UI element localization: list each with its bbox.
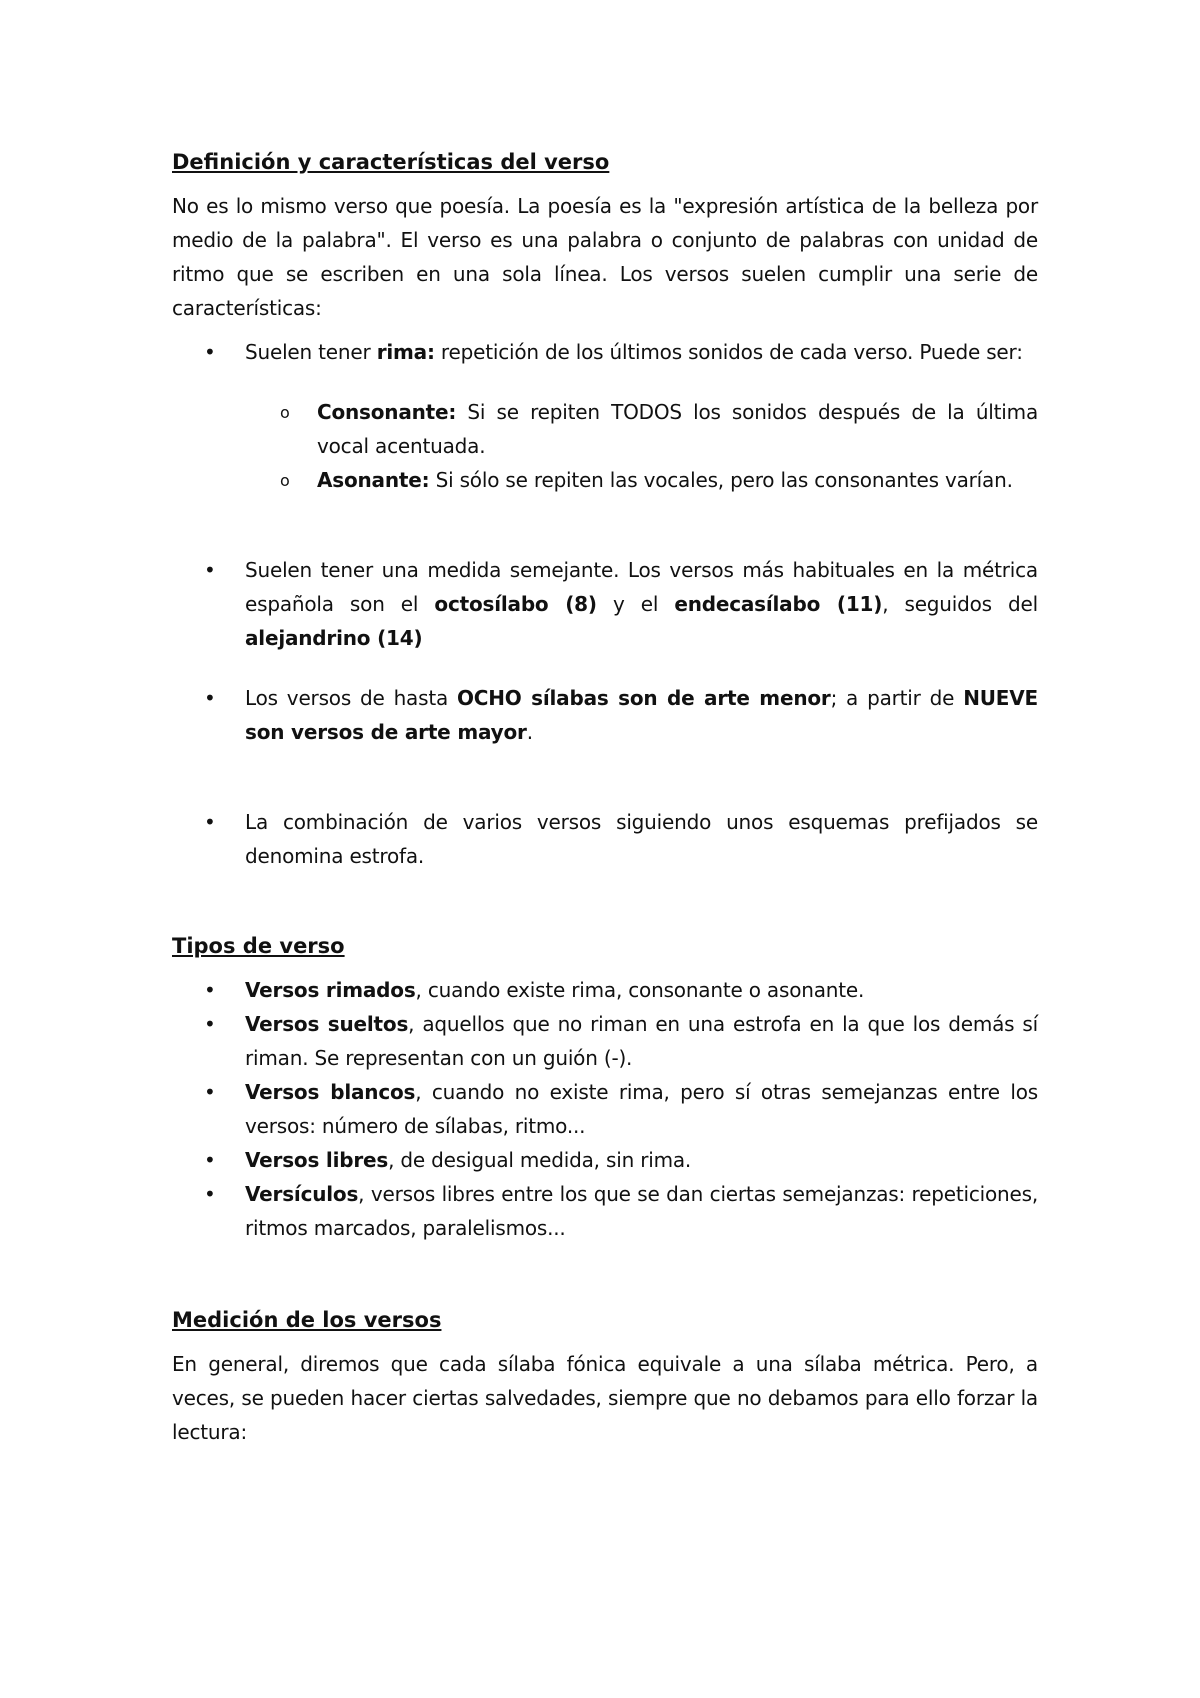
list-item: • Versos libres, de desigual medida, sin rima. [172,1143,1038,1177]
characteristics-list [172,335,1038,369]
list-item: • Versículos, versos libres entre los que se dan ciertas semejanzas: repeticiones, ritmos marcados, paralelismos... [172,1177,1038,1245]
list-item-medida: • Suelen tener una medida semejante. Los versos más habituales en la métrica española son el octosílabo (8) y el endecasílabo (11), seguidos del alejandrino (14) [172,553,1038,655]
list-item-asonante: o Asonante: Si sólo se repiten las vocales, pero las consonantes varían. [172,463,1038,497]
tipos-list [172,973,1038,1245]
medida-list [172,553,1038,655]
list-item-rima: • Suelen tener rima: repetición de los últimos sonidos de cada verso. Puede ser: [172,335,1038,369]
arte-list [172,681,1038,749]
list-item-consonante: o Consonante: Si se repiten TODOS los sonidos después de la última vocal acentuada. [172,395,1038,463]
rima-types-list [172,395,1038,497]
list-item: • Versos blancos, cuando no existe rima, pero sí otras semejanzas entre los versos: número de sílabas, ritmo... [172,1075,1038,1143]
heading-definicion: Definición y características del verso [172,150,610,174]
medicion-paragraph: En general, diremos que cada sílaba fónica equivale a una sílaba métrica. Pero, a veces, se pueden hacer ciertas salvedades, siempre que no debamos para ello forzar la lectura: [172,1352,1038,1444]
intro-paragraph: No es lo mismo verso que poesía. La poesía es la "expresión artística de la belleza por medio de la palabra". El verso es una palabra o conjunto de palabras con unidad de ritmo que se escriben en una sola línea. Los versos suelen cumplir una serie de características: [172,194,1038,320]
estrofa-list [172,805,1038,873]
list-item-arte: • Los versos de hasta OCHO sílabas son de arte menor; a partir de NUEVE son versos de arte mayor. [172,681,1038,749]
list-item: • Versos rimados, cuando existe rima, consonante o asonante. [172,973,1038,1007]
list-item: • Versos sueltos, aquellos que no riman en una estrofa en la que los demás sí riman. Se representan con un guión (-). [172,1007,1038,1075]
heading-medicion: Medición de los versos [172,1308,442,1332]
list-item-estrofa: • La combinación de varios versos siguiendo unos esquemas prefijados se denomina estrofa. [172,805,1038,873]
heading-tipos: Tipos de verso [172,934,345,958]
